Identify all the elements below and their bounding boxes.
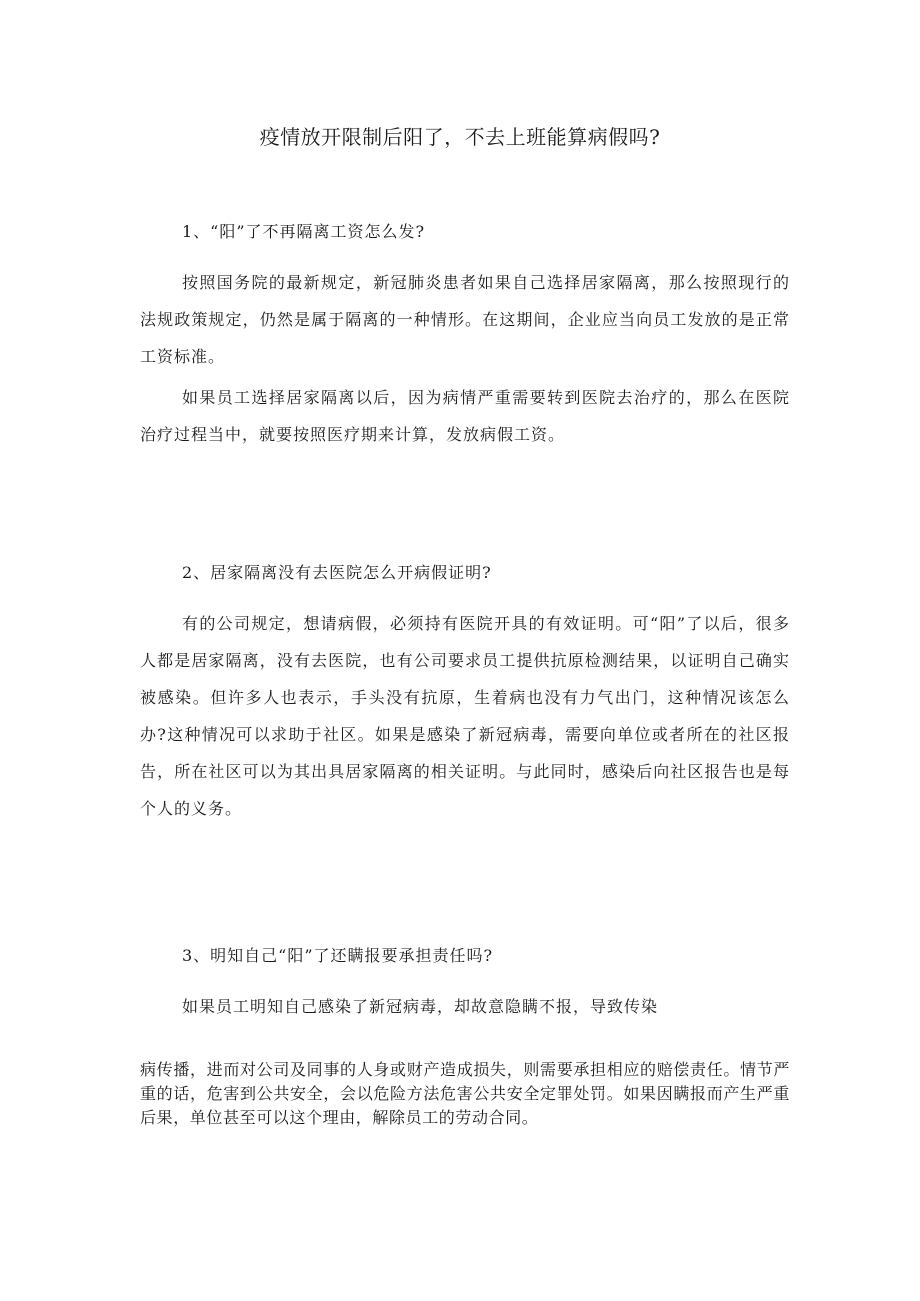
paragraph: 如果员工明知自己感染了新冠病毒，却故意隐瞒不报，导致传染 (182, 997, 659, 1016)
section-heading: 2、居家隔离没有去医院怎么开病假证明? (182, 563, 492, 582)
section-1 (140, 220, 790, 453)
section-heading: 1、“阳”了不再隔离工资怎么发? (182, 222, 426, 241)
paragraph: 病传播，进而对公司及同事的人身或财产造成损失，则需要承担相应的赔偿责任。情节严重的话，危害到公共安全，会以危险方法危害公共安全定罪处罚。如果因瞒报而产生严重后果，单位甚至可以这个理由，解除员工的劳动合同。 (140, 1060, 790, 1127)
section-3 (140, 944, 790, 1130)
paragraph: 如果员工选择居家隔离以后，因为病情严重需要转到医院去治疗的，那么在医院治疗过程当中，就要按照医疗期来计算，发放病假工资。 (140, 388, 790, 444)
section-2 (140, 561, 790, 827)
document-title: 疫情放开限制后阳了，不去上班能算病假吗? (259, 125, 661, 149)
section-heading: 3、明知自己“阳”了还瞒报要承担责任吗? (182, 946, 494, 965)
paragraph: 按照国务院的最新规定，新冠肺炎患者如果自己选择居家隔离，那么按照现行的法规政策规定，仍然是属于隔离的一种情形。在这期间，企业应当向员工发放的是正常工资标准。 (140, 273, 790, 366)
paragraph: 有的公司规定，想请病假，必须持有医院开具的有效证明。可“阳”了以后，很多人都是居家隔离，没有去医院，也有公司要求员工提供抗原检测结果，以证明自己确实被感染。但许多人也表示，手头没有抗原，生着病也没有力气出门，这种情况该怎么办?这种情况可以求助于社区。如果是感染了新冠病毒，需要向单位或者所在的社区报告，所在社区可以为其出具居家隔离的相关证明。与此同时，感染后向社区报告也是每个人的义务。 (140, 614, 790, 818)
